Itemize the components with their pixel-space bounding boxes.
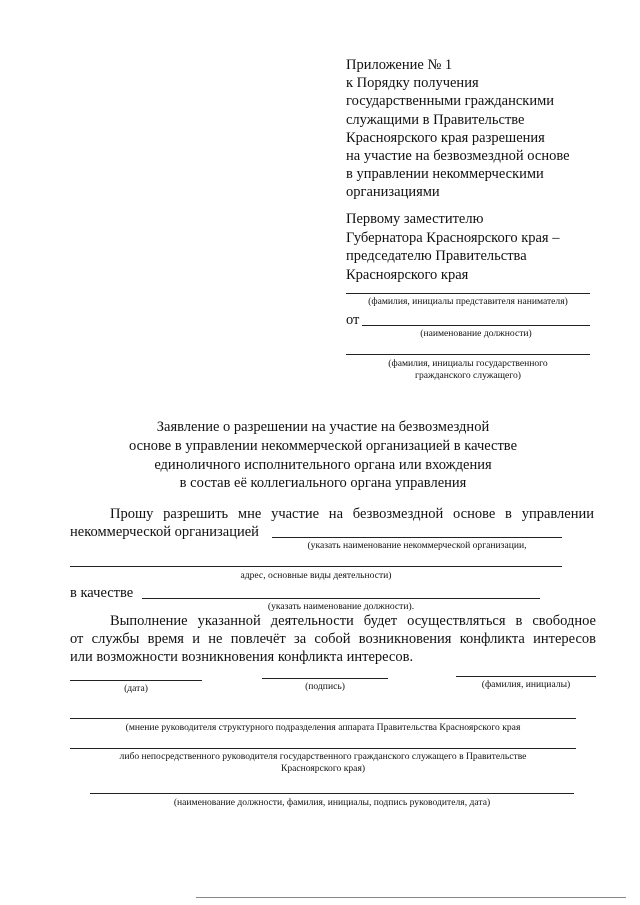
title-line: основе в управлении некоммерческой организацией в качестве <box>128 437 518 454</box>
org-address-line[interactable] <box>70 566 562 567</box>
position-line[interactable] <box>362 325 590 326</box>
signature-line[interactable] <box>262 678 388 679</box>
appendix-header <box>346 56 626 202</box>
request-line-2: некоммерческой организацией <box>70 524 259 540</box>
title-line: единоличного исполнительного органа или вхождения <box>154 456 492 473</box>
opinion-caption-3: Красноярского края) <box>280 763 366 774</box>
employer-name-line[interactable] <box>346 293 590 294</box>
opinion-caption-4: (наименование должности, фамилия, инициалы, подпись руководителя, дата) <box>173 797 491 808</box>
from-label: от <box>346 312 360 328</box>
appendix-line: в управлении некоммерческими <box>346 166 544 183</box>
position-caption: (наименование должности) <box>420 328 532 339</box>
role-caption: (указать наименование должности). <box>267 601 415 612</box>
appendix-line: к Порядку получения <box>346 75 479 92</box>
servant-caption-2: гражданского служащего) <box>415 370 521 381</box>
opinion-caption-1: (мнение руководителя структурного подразделения аппарата Правительства Красноярского края <box>125 722 521 733</box>
servant-caption-1: (фамилия, инициалы государственного <box>388 358 548 369</box>
document-title <box>60 418 586 493</box>
statement-line-2: от службы время и не повлечёт за собой возникновения конфликта интересов <box>70 631 596 647</box>
request-line-1: Прошу разрешить мне участие на безвозмездной основе в управлении <box>110 506 594 522</box>
signature-caption: (подпись) <box>305 681 345 692</box>
date-caption: (дата) <box>124 683 148 694</box>
appendix-line: служащими в Правительстве <box>346 111 525 128</box>
opinion-line-2[interactable] <box>70 748 576 749</box>
date-line[interactable] <box>70 680 202 681</box>
appendix-line: на участие на безвозмездной основе <box>346 148 570 165</box>
employer-name-caption: (фамилия, инициалы представителя нанимателя) <box>368 296 568 307</box>
title-line: в состав её коллегиального органа управления <box>179 475 467 492</box>
opinion-caption-2: либо непосредственного руководителя государственного гражданского служащего в Правительстве <box>119 751 527 762</box>
name-line[interactable] <box>456 676 596 677</box>
address-caption: адрес, основные виды деятельности) <box>240 570 392 581</box>
org-caption: (указать наименование некоммерческой организации, <box>307 540 527 551</box>
title-line: Заявление о разрешении на участие на безвозмездной <box>156 419 490 435</box>
name-caption: (фамилия, инициалы) <box>481 679 571 690</box>
opinion-line-1[interactable] <box>70 718 576 719</box>
addressee-line: Первому заместителю <box>346 211 484 227</box>
role-line[interactable] <box>142 598 540 599</box>
opinion-line-3[interactable] <box>90 793 574 794</box>
addressee-line: председателю Правительства <box>346 248 527 264</box>
org-name-line[interactable] <box>272 537 562 538</box>
appendix-line: Приложение № 1 <box>346 57 453 73</box>
servant-name-line[interactable] <box>346 354 590 355</box>
appendix-line: Красноярского края разрешения <box>346 129 545 146</box>
addressee-line: Губернатора Красноярского края – <box>346 229 560 246</box>
statement-line-1: Выполнение указанной деятельности будет осуществляться в свободное <box>110 613 596 629</box>
as-label: в качестве <box>70 585 134 601</box>
appendix-line: государственными гражданскими <box>346 93 555 110</box>
appendix-line: организациями <box>346 184 440 201</box>
statement-line-3: или возможности возникновения конфликта интересов. <box>70 649 414 665</box>
addressee-block <box>346 210 626 284</box>
scan-edge-line <box>196 897 626 898</box>
addressee-line: Красноярского края <box>346 266 469 283</box>
